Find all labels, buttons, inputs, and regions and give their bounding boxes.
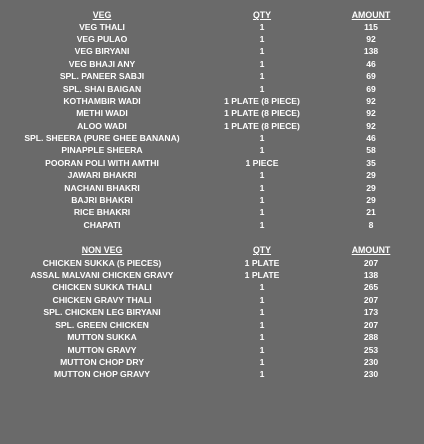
item-name: CHICKEN SUKKA THALI xyxy=(52,282,152,292)
nonveg-qty-header: QTY xyxy=(252,245,272,255)
item-qty: 1 xyxy=(259,34,265,44)
item-name: NACHANI BHAKRI xyxy=(64,183,140,193)
item-qty: 1 xyxy=(259,145,265,155)
item-name: MUTTON CHOP GRAVY xyxy=(54,369,150,379)
veg-qty-header: QTY xyxy=(252,10,272,20)
item-amount: 288 xyxy=(363,332,379,342)
item-amount: 207 xyxy=(363,258,379,268)
veg-item-row xyxy=(0,145,424,157)
nonveg-item-row xyxy=(0,345,424,357)
item-amount: 46 xyxy=(366,133,376,143)
item-qty: 1 xyxy=(259,369,265,379)
item-amount: 92 xyxy=(366,96,376,106)
item-qty: 1 xyxy=(259,332,265,342)
veg-item-row xyxy=(0,195,424,207)
item-qty: 1 xyxy=(259,133,265,143)
item-name: SPL. SHEERA (PURE GHEE BANANA) xyxy=(24,133,180,143)
item-qty: 1 xyxy=(259,207,265,217)
item-qty: 1 xyxy=(259,183,265,193)
veg-item-row xyxy=(0,84,424,96)
item-amount: 253 xyxy=(363,345,379,355)
item-qty: 1 xyxy=(259,345,265,355)
veg-item-row xyxy=(0,170,424,182)
item-name: POORAN POLI WITH AMTHI xyxy=(45,158,159,168)
item-qty: 1 xyxy=(259,84,265,94)
nonveg-item-row xyxy=(0,258,424,270)
item-name: MUTTON CHOP DRY xyxy=(60,357,144,367)
item-qty: 1 xyxy=(259,22,265,32)
item-name: SPL. SHAI BAIGAN xyxy=(62,84,142,94)
item-name: ALOO WADI xyxy=(77,121,127,131)
item-amount: 207 xyxy=(363,295,379,305)
item-name: CHICKEN SUKKA (5 PIECES) xyxy=(42,258,162,268)
item-name: VEG BHAJI ANY xyxy=(68,59,136,69)
item-qty: 1 PLATE (8 PIECE) xyxy=(224,121,300,131)
item-name: PINAPPLE SHEERA xyxy=(61,145,143,155)
item-name: SPL. PANEER SABJI xyxy=(59,71,145,81)
item-amount: 92 xyxy=(366,108,376,118)
veg-item-row xyxy=(0,96,424,108)
nonveg-item-row xyxy=(0,332,424,344)
item-qty: 1 xyxy=(259,307,265,317)
veg-item-row xyxy=(0,133,424,145)
veg-header-label: VEG xyxy=(92,10,112,20)
item-amount: 92 xyxy=(366,34,376,44)
item-qty: 1 xyxy=(259,320,265,330)
item-qty: 1 xyxy=(259,357,265,367)
item-amount: 29 xyxy=(366,170,376,180)
nonveg-item-row xyxy=(0,282,424,294)
item-name: MUTTON SUKKA xyxy=(67,332,137,342)
veg-item-row xyxy=(0,59,424,71)
item-qty: 1 PLATE (8 PIECE) xyxy=(224,108,300,118)
item-amount: 265 xyxy=(363,282,379,292)
nonveg-header-label: NON VEG xyxy=(81,245,123,255)
item-name: KOTHAMBIR WADI xyxy=(63,96,141,106)
item-amount: 115 xyxy=(364,22,378,32)
item-name: VEG PULAO xyxy=(76,34,128,44)
item-name: METHI WADI xyxy=(76,108,128,118)
item-amount: 58 xyxy=(366,145,376,155)
veg-item-row xyxy=(0,108,424,120)
item-name: JAWARI BHAKRI xyxy=(67,170,137,180)
item-qty: 1 xyxy=(259,220,265,230)
item-name: CHICKEN GRAVY THALI xyxy=(52,295,152,305)
item-qty: 1 xyxy=(259,46,265,56)
nonveg-header-row xyxy=(0,245,424,257)
item-amount: 8 xyxy=(368,220,374,230)
nonveg-item-row xyxy=(0,357,424,369)
item-amount: 173 xyxy=(363,307,379,317)
item-qty: 1 xyxy=(259,170,265,180)
nonveg-amount-header: AMOUNT xyxy=(351,245,391,255)
veg-item-row xyxy=(0,121,424,133)
item-amount: 207 xyxy=(363,320,379,330)
veg-item-row xyxy=(0,158,424,170)
item-qty: 1 PIECE xyxy=(245,158,279,168)
nonveg-item-row xyxy=(0,369,424,381)
veg-item-row xyxy=(0,220,424,232)
item-amount: 138 xyxy=(363,46,379,56)
nonveg-item-row xyxy=(0,295,424,307)
veg-item-row xyxy=(0,207,424,219)
item-amount: 230 xyxy=(363,357,379,367)
item-qty: 1 xyxy=(259,71,265,81)
item-amount: 138 xyxy=(363,270,379,280)
item-qty: 1 xyxy=(259,282,265,292)
item-qty: 1 xyxy=(259,59,265,69)
veg-item-row xyxy=(0,22,424,34)
item-name: CHAPATI xyxy=(83,220,121,230)
item-amount: 92 xyxy=(366,121,376,131)
item-qty: 1 xyxy=(259,295,265,305)
veg-item-row xyxy=(0,46,424,58)
item-amount: 46 xyxy=(366,59,376,69)
veg-item-row xyxy=(0,183,424,195)
item-qty: 1 xyxy=(259,195,265,205)
item-amount: 21 xyxy=(366,207,376,217)
item-name: RICE BHAKRI xyxy=(73,207,131,217)
nonveg-item-row xyxy=(0,307,424,319)
item-name: ASSAL MALVANI CHICKEN GRAVY xyxy=(30,270,174,280)
item-name: MUTTON GRAVY xyxy=(67,345,137,355)
veg-amount-header: AMOUNT xyxy=(351,10,391,20)
item-name: VEG THALI xyxy=(79,22,125,32)
item-qty: 1 PLATE xyxy=(244,270,280,280)
nonveg-item-row xyxy=(0,320,424,332)
item-qty: 1 PLATE (8 PIECE) xyxy=(224,96,300,106)
item-amount: 69 xyxy=(366,84,376,94)
item-name: VEG BIRYANI xyxy=(74,46,130,56)
item-name: SPL. GREEN CHICKEN xyxy=(55,320,149,330)
veg-item-row xyxy=(0,34,424,46)
veg-header-row xyxy=(0,10,424,22)
veg-item-row xyxy=(0,71,424,83)
item-amount: 69 xyxy=(366,71,376,81)
nonveg-item-row xyxy=(0,270,424,282)
item-amount: 230 xyxy=(363,369,379,379)
item-name: BAJRI BHAKRI xyxy=(71,195,133,205)
item-amount: 35 xyxy=(366,158,376,168)
item-qty: 1 PLATE xyxy=(244,258,280,268)
item-amount: 29 xyxy=(366,183,376,193)
item-name: SPL. CHICKEN LEG BIRYANI xyxy=(43,307,161,317)
item-amount: 29 xyxy=(366,195,376,205)
